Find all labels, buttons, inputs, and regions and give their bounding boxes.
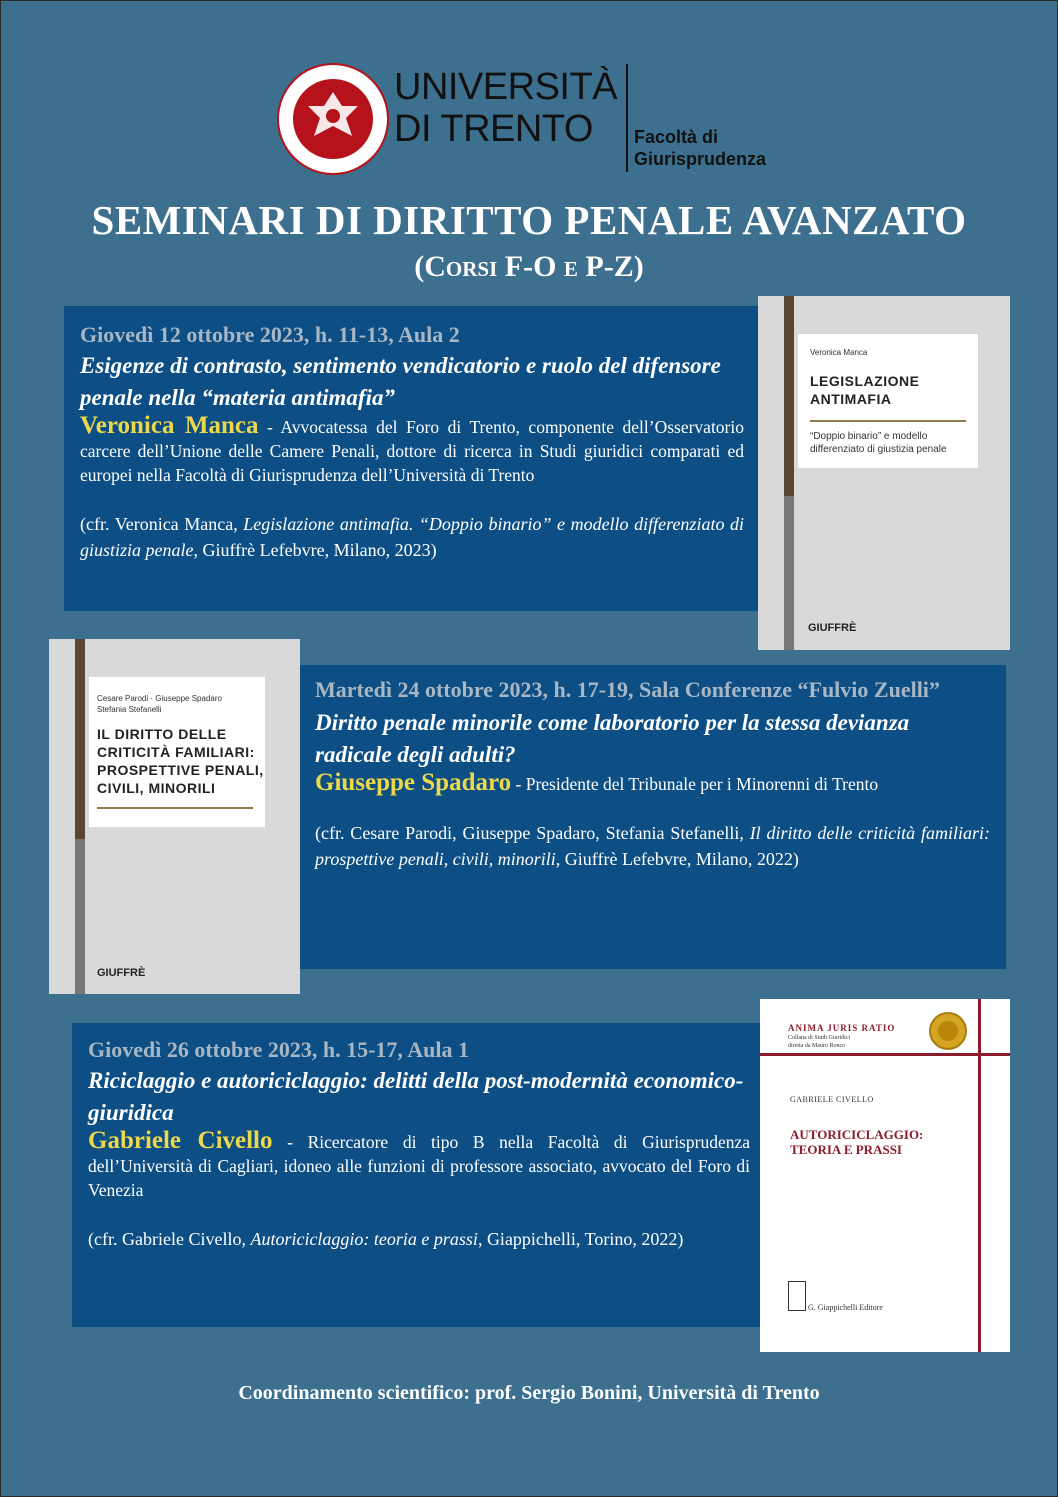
publisher-logo: GIUFFRÈ: [97, 967, 146, 979]
university-seal-icon: [276, 62, 390, 176]
seminar-citation: [315, 820, 990, 872]
seminar-card-3: [72, 1023, 760, 1327]
speaker-name: Veronica Manca: [80, 412, 259, 439]
cover-horizontal-line: [760, 1053, 1010, 1056]
university-name-line1: UNIVERSITÀ: [394, 66, 618, 108]
footer-coordination: Coordinamento scientifico: prof. Sergio Bonini, Università di Trento: [238, 1382, 820, 1404]
seminar-date: Martedì 24 ottobre 2023, h. 17-19, Sala Conferenze “Fulvio Zuelli”: [315, 677, 940, 702]
cover-rule: [810, 420, 966, 422]
publisher-name: G. Giappichelli Editore: [808, 1303, 883, 1312]
book-title-line2: CRITICITÀ FAMILIARI:: [97, 744, 255, 760]
book-author: Cesare Parodi · Giuseppe Spadaro Stefania Stefanelli: [97, 694, 222, 714]
faculty-name-line1: Facoltà di: [634, 127, 719, 147]
seminar-talk-title: Esigenze di contrasto, sentimento vendicatorio e ruolo del difensore penale nella “materia antimafia”: [80, 353, 721, 410]
seminar-card-1: [64, 306, 758, 611]
seminar-date: Giovedì 26 ottobre 2023, h. 15-17, Aula 1: [88, 1037, 469, 1062]
speaker-name: Giuseppe Spadaro: [315, 769, 512, 796]
book-author: Veronica Manca: [810, 348, 868, 357]
seminar-speaker-bio: [80, 414, 744, 487]
cover-stripe: [784, 496, 794, 650]
speaker-bio-text: - Ricercatore di tipo B nella Facoltà di Giurisprudenza dell’Università di Cagliari, idoneo alle funzioni di professore associato, avvocato del Foro di Venezia: [88, 1132, 750, 1200]
citation-prefix: (cfr. Veronica Manca,: [80, 514, 244, 534]
faculty-name: [634, 126, 766, 170]
faculty-name-line2: Giurisprudenza: [634, 149, 767, 169]
gold-coin-icon: [928, 1011, 968, 1051]
page-subtitle: (Corsi F-O e P-Z): [414, 250, 644, 283]
book-title-line1: IL DIRITTO DELLE: [97, 726, 227, 742]
cover-stripe: [75, 839, 85, 994]
book-series-sub: Collana di Studi Giuridici: [788, 1035, 851, 1041]
university-name-line2: DI TRENTO: [394, 108, 593, 150]
book-series: ANIMA JURIS RATIO: [788, 1023, 896, 1033]
cover-stripe: [784, 296, 794, 496]
citation-suffix: , Giappichelli, Torino, 2022): [477, 1229, 684, 1249]
book-series-sub2: diretta da Mauro Ronco: [788, 1043, 846, 1049]
speaker-bio-text: - Avvocatessa del Foro di Trento, componente dell’Osservatorio carcere dell’Unione delle Camere Penali, dottore di ricerca in Studi giuridici comparati ed europei nella Facoltà di Giurisprudenza dell’Università di Trento: [80, 417, 744, 485]
citation-prefix: (cfr. Gabriele Civello,: [88, 1229, 251, 1249]
seminar-date: Giovedì 12 ottobre 2023, h. 11-13, Aula 2: [80, 322, 460, 347]
seminar-speaker-bio: [315, 771, 990, 796]
seminar-talk-title: Diritto penale minorile come laboratorio per la stessa devianza radicale degli adulti?: [315, 710, 910, 767]
university-logo: [276, 62, 784, 176]
book-title-line1: AUTORICICLAGGIO:: [790, 1127, 924, 1142]
citation-suffix: , Giuffrè Lefebvre, Milano, 2023): [193, 540, 437, 560]
citation-suffix: , Giuffrè Lefebvre, Milano, 2022): [555, 849, 799, 869]
cover-stripe: [75, 639, 85, 839]
book-cover-legislazione-antimafia: [758, 296, 1010, 650]
speaker-name: Gabriele Civello: [88, 1127, 273, 1154]
citation-book-title: Il diritto delle criticità familiari: prospettive penali, civili, minorili: [315, 823, 990, 869]
speaker-bio-text: - Presidente del Tribunale per i Minorenni di Trento: [511, 774, 879, 794]
publisher-emblem-icon: [788, 1281, 806, 1311]
seminar-citation: [88, 1226, 750, 1252]
book-title-line2: TEORIA E PRASSI: [790, 1142, 902, 1157]
seminar-citation: [80, 511, 744, 563]
book-title-line4: CIVILI, MINORILI: [97, 780, 216, 796]
publisher-logo: GIUFFRÈ: [808, 622, 857, 634]
cover-vertical-line: [978, 999, 981, 1352]
book-title-line1: LEGISLAZIONE: [810, 373, 920, 389]
seminar-talk-title: Riciclaggio e autoriciclaggio: delitti della post-modernità economico-giuridica: [88, 1068, 744, 1125]
book-cover-diritto-criticita-familiari: [49, 639, 300, 994]
citation-book-title: Autoriciclaggio: teoria e prassi: [250, 1229, 478, 1249]
book-title-line3: PROSPETTIVE PENALI,: [97, 762, 264, 778]
seminar-card-2: [300, 665, 1006, 969]
citation-prefix: (cfr. Cesare Parodi, Giuseppe Spadaro, Stefania Stefanelli,: [315, 823, 750, 843]
logo-divider: [626, 64, 628, 172]
university-name: [394, 66, 617, 150]
seminar-speaker-bio: [88, 1129, 750, 1202]
book-subtitle: “Doppio binario” e modello differenziato di giustizia penale: [810, 431, 947, 455]
book-cover-autoriciclaggio: [760, 999, 1010, 1352]
citation-book-title: Legislazione antimafia. “Doppio binario” e modello differenziato di giustizia penale: [80, 514, 744, 560]
book-title-line2: ANTIMAFIA: [810, 391, 892, 407]
cover-rule: [97, 807, 253, 809]
page-title: SEMINARI DI DIRITTO PENALE AVANZATO: [91, 197, 967, 243]
book-author: GABRIELE CIVELLO: [790, 1095, 874, 1104]
